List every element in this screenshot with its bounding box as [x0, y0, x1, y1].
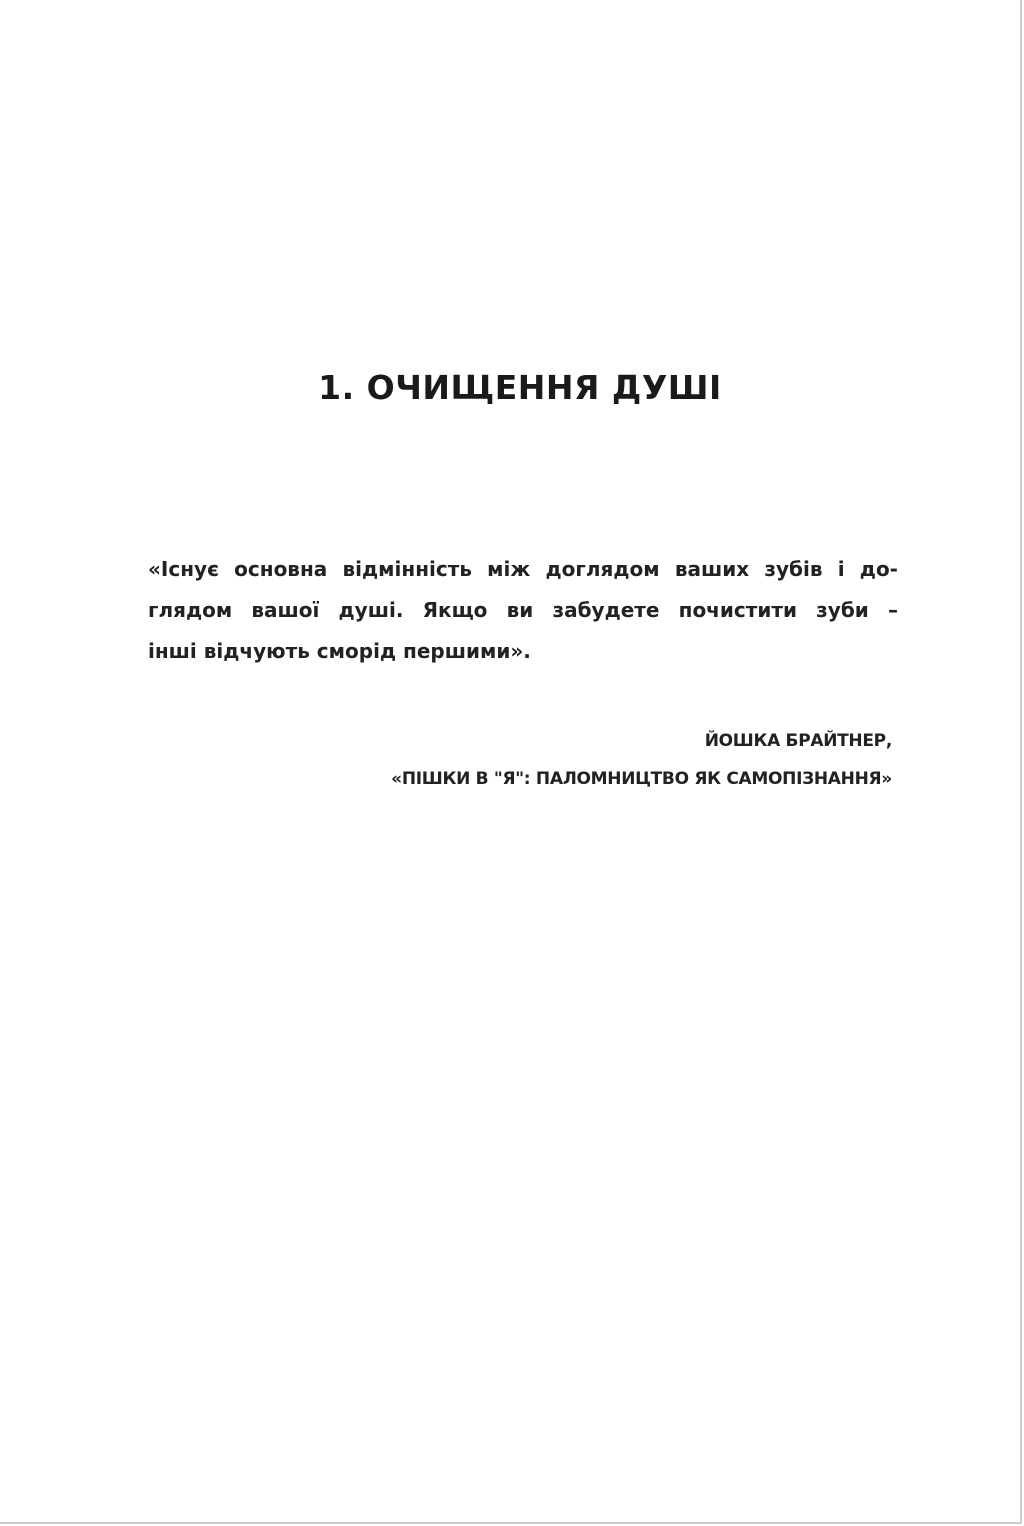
quote-source: «ПІШКИ В "Я": ПАЛОМНИЦТВО ЯК САМОПІЗНАННЯ» [391, 769, 892, 789]
epigraph-attribution [391, 722, 892, 798]
quote-author: ЙОШКА БРАЙТНЕР, [704, 731, 892, 751]
epigraph-quote [148, 549, 898, 672]
chapter-title: 1. ОЧИЩЕННЯ ДУШІ [318, 368, 722, 407]
quote-line-2: глядом вашої душі. Якщо ви забудете почистити зуби – [148, 598, 898, 622]
quote-line-1: «Існує основна відмінність між доглядом ваших зубів і до- [148, 557, 898, 581]
quote-line-3: інші відчують сморід першими». [148, 639, 531, 663]
